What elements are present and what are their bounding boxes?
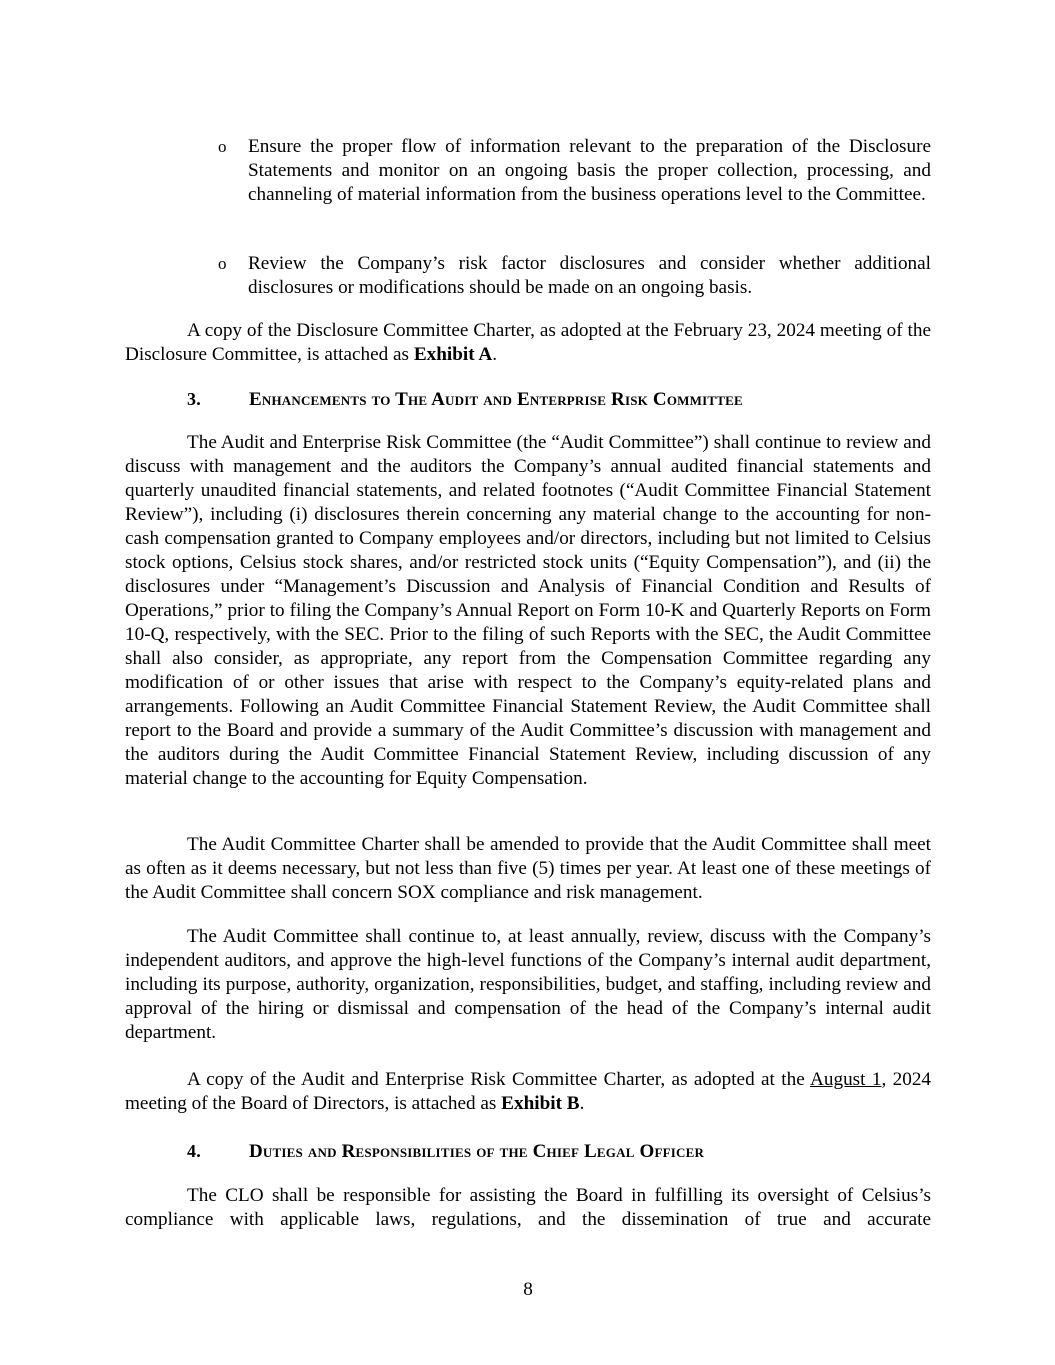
section-title: Duties and Responsibilities of the Chief Legal Officer [249, 1141, 705, 1162]
paragraph-audit-committee-review: The Audit and Enterprise Risk Committee (the “Audit Committee”) shall continue to review and discuss with management and the auditors the Company’s annual audited financial statements and quarterly unaudited financial statements, and related footnotes (“Audit Committee Financial Statement Review”), including (i) disclosures therein concerning any material change to the accounting for non-cash compensation granted to Company employees and/or directors, including but not limited to Celsius stock options, Celsius stock shares, and/or restricted stock units (“Equity Compensation”), and (ii) the disclosures under “Management’s Discussion and Analysis of Financial Condition and Results of Operations,” prior to filing the Company’s Annual Report on Form 10-K and Quarterly Reports on Form 10-Q, respectively, with the SEC. Prior to the filing of such Reports with the SEC, the Audit Committee shall also consider, as appropriate, any report from the Compensation Committee regarding any modification of or other issues that arise with respect to the Company’s equity-related plans and arrangements. Following an Audit Committee Financial Statement Review, the Audit Committee shall report to the Board and provide a summary of the Audit Committee’s discussion with management and the auditors during the Audit Committee Financial Statement Review, including discussion of any material change to the accounting for Equity Compensation. [125, 432, 931, 789]
bullet-item-risk-factors [218, 252, 931, 300]
page-number: 8 [523, 1279, 533, 1300]
section-number: 3. [187, 389, 201, 409]
bullet-marker: o [218, 254, 227, 273]
exhibit-a-reference: Exhibit A [413, 344, 493, 365]
bullet-text: Ensure the proper flow of information relevant to the preparation of the Disclosure Statements and monitor on an ongoing basis the proper collection, processing, and channeling of material information from the business operations level to the Committee. [248, 136, 931, 205]
exhibit-b-reference: Exhibit B [501, 1093, 580, 1114]
paragraph-audit-committee-meetings: The Audit Committee Charter shall be amended to provide that the Audit Committee shall meet as often as it deems necessary, but not less than five (5) times per year. At least one of these meetings of the Audit Committee shall concern SOX compliance and risk management. [125, 834, 931, 903]
paragraph-exhibit-b: A copy of the Audit and Enterprise Risk Committee Charter, as adopted at the August 1, 2024 meeting of the Board of Directors, is attached as Exhibit B. [125, 1069, 932, 1114]
bullet-marker: o [218, 137, 227, 156]
section-4-heading [187, 1139, 704, 1165]
section-3-heading [187, 387, 743, 413]
bullet-text: Review the Company’s risk factor disclosures and consider whether additional disclosures or modifications should be made on an ongoing basis. [248, 253, 931, 298]
paragraph-internal-audit: The Audit Committee shall continue to, at least annually, review, discuss with the Company’s independent auditors, and approve the high-level functions of the Company’s internal audit department, including its purpose, authority, organization, responsibilities, budget, and staffing, including review and approval of the hiring or dismissal and compensation of the head of the Company’s internal audit department. [125, 926, 931, 1043]
paragraph-exhibit-a: A copy of the Disclosure Committee Charter, as adopted at the February 23, 2024 meeting of the Disclosure Committee, is attached as Exhibit A. [125, 320, 931, 365]
section-number: 4. [187, 1141, 201, 1161]
bullet-item-information-flow [218, 135, 931, 207]
underlined-date: August 1 [810, 1069, 882, 1090]
paragraph-clo-duties: The CLO shall be responsible for assisting the Board in fulfilling its oversight of Celsius’s compliance with applicable laws, regulations, and the dissemination of true and accurate [125, 1185, 931, 1230]
section-title: Enhancements to The Audit and Enterprise Risk Committee [249, 389, 743, 410]
